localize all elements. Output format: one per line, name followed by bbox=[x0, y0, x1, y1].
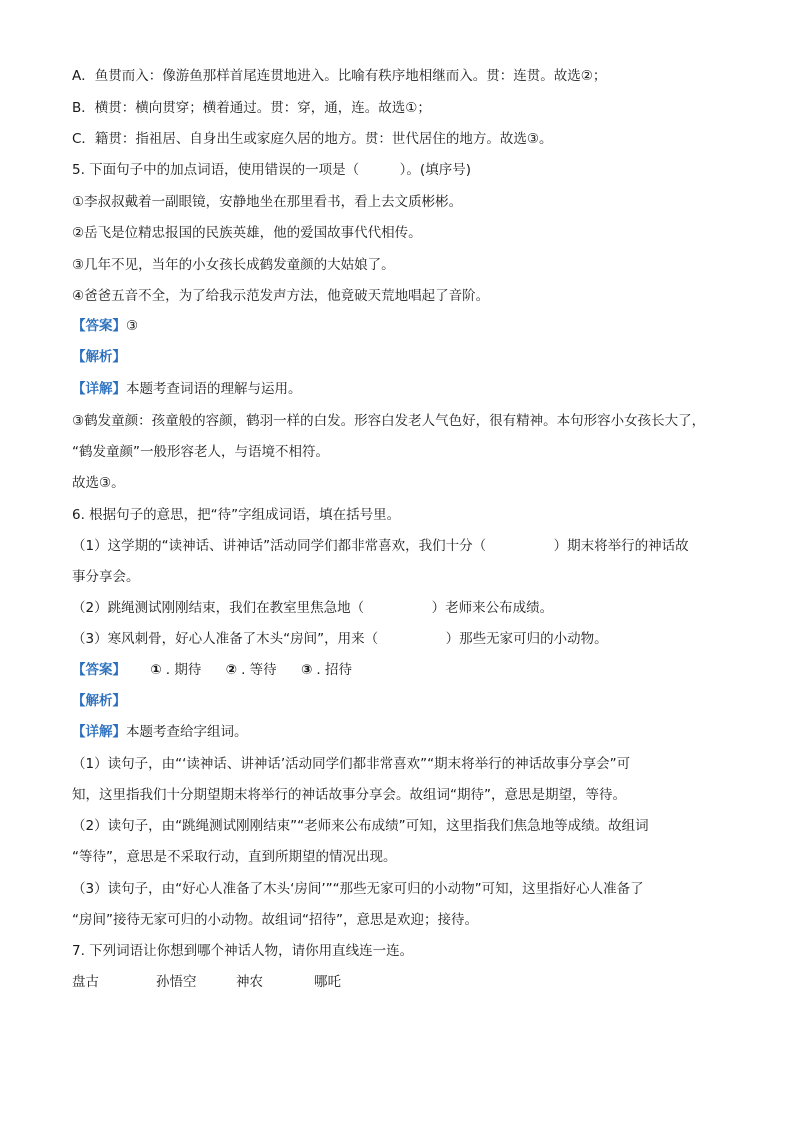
name-shennong: 神农 bbox=[236, 974, 263, 990]
analysis-tag-6 bbox=[72, 691, 126, 711]
answer-value: ③ bbox=[126, 318, 139, 334]
analysis-label: 【解析】 bbox=[72, 693, 126, 709]
q6-item-1-line-2: 事分享会。 bbox=[72, 569, 140, 585]
answer-number: ② bbox=[225, 662, 238, 678]
explain-5-line-1: ③鹤发童颜：孩童般的容颜，鹤羽一样的白发。形容白发老人气色好，很有精神。本句形容小女孩长大了， bbox=[72, 413, 706, 429]
answer-6-item-3 bbox=[301, 660, 352, 680]
answer-5 bbox=[72, 316, 138, 336]
analysis-tag-5 bbox=[72, 347, 126, 367]
answer-number: ① bbox=[150, 662, 162, 678]
detail-text: 本题考查词语的理解与运用。 bbox=[126, 381, 302, 397]
q5-sentence-2: ②岳飞是位精忠报国的民族英雄，他的爱国故事代代相传。 bbox=[72, 225, 422, 241]
explain-6-2-line-2: “等待”，意思是不采取行动，直到所期望的情况出现。 bbox=[72, 849, 397, 865]
name-pangu: 盘古 bbox=[72, 974, 99, 990]
name-nezha: 哪吒 bbox=[314, 974, 341, 990]
answer-6-item-1 bbox=[150, 660, 201, 680]
q5-sentence-1: ①李叔叔戴着一副眼镜，安静地坐在那里看书，看上去文质彬彬。 bbox=[72, 194, 463, 210]
question-6: 6. 根据句子的意思，把“待”字组成词语，填在括号里。 bbox=[72, 507, 401, 523]
q6-item-2: （2）跳绳测试刚刚结束，我们在教室里焦急地（ ）老师来公布成绩。 bbox=[72, 600, 554, 616]
answer-6-item-2 bbox=[226, 660, 277, 680]
analysis-label: 【解析】 bbox=[72, 349, 126, 365]
option-c-explanation: C．籍贯：指祖居、自身出生或家庭久居的地方。贯：世代居住的地方。故选③。 bbox=[72, 131, 553, 147]
detail-tag: 【详解】 bbox=[72, 724, 126, 740]
explain-6-1-line-2: 知，这里指我们十分期望期末将举行的神话故事分享会。故组词“期待”，意思是期望，等待。 bbox=[72, 787, 626, 803]
answer-number: ③ bbox=[300, 662, 313, 678]
q5-sentence-3: ③几年不见，当年的小女孩长成鹤发童颜的大姑娘了。 bbox=[72, 257, 395, 273]
detail-5 bbox=[72, 379, 302, 399]
explain-6-2-line-1: （2）读句子，由“跳绳测试刚刚结束”“老师来公布成绩”可知，这里指我们焦急地等成绩。故组词 bbox=[72, 818, 649, 834]
detail-text: 本题考查给字组词。 bbox=[126, 724, 248, 740]
answer-text: . 期待 bbox=[165, 662, 202, 678]
answer-tag: 【答案】 bbox=[72, 662, 126, 678]
q6-item-3: （3）寒风刺骨，好心人准备了木头“房间”，用来（ ）那些无家可归的小动物。 bbox=[72, 631, 608, 647]
answer-6 bbox=[72, 660, 352, 680]
explain-5-line-3: 故选③。 bbox=[72, 475, 125, 491]
question-7: 7. 下列词语让你想到哪个神话人物，请你用直线连一连。 bbox=[72, 943, 414, 959]
name-sunwukong: 孙悟空 bbox=[156, 974, 197, 990]
option-a-explanation: A．鱼贯而入：像游鱼那样首尾连贯地进入。比喻有秩序地相继而入。贯：连贯。故选②； bbox=[72, 68, 607, 84]
q6-item-1-line-1: （1）这学期的“读神话、讲神话”活动同学们都非常喜欢，我们十分（ ）期末将举行的神话故 bbox=[72, 538, 689, 554]
explain-6-1-line-1: （1）读句子，由“‘读神话、讲神话’活动同学们都非常喜欢”“期末将举行的神话故事分享会”可 bbox=[72, 756, 631, 772]
explain-6-3-line-2: “房间”接待无家可归的小动物。故组词“招待”，意思是欢迎；接待。 bbox=[72, 912, 478, 928]
q5-sentence-4: ④爸爸五音不全，为了给我示范发声方法，他竟破天荒地唱起了音阶。 bbox=[72, 288, 490, 304]
answer-text: . 等待 bbox=[241, 662, 277, 678]
explain-6-3-line-1: （3）读句子，由“好心人准备了木头‘房间’”“那些无家可归的小动物”可知，这里指好心人准备了 bbox=[72, 881, 644, 897]
question-5: 5. 下面句子中的加点词语，使用错误的一项是（ ）。(填序号) bbox=[72, 162, 471, 178]
answer-text: . 招待 bbox=[316, 662, 352, 678]
detail-6 bbox=[72, 722, 248, 742]
explain-5-line-2: “鹤发童颜”一般形容老人，与语境不相符。 bbox=[72, 444, 329, 460]
answer-tag: 【答案】 bbox=[72, 318, 126, 334]
option-b-explanation: B．横贯：横向贯穿；横着通过。贯：穿，通，连。故选①； bbox=[72, 100, 431, 116]
detail-tag: 【详解】 bbox=[72, 381, 126, 397]
